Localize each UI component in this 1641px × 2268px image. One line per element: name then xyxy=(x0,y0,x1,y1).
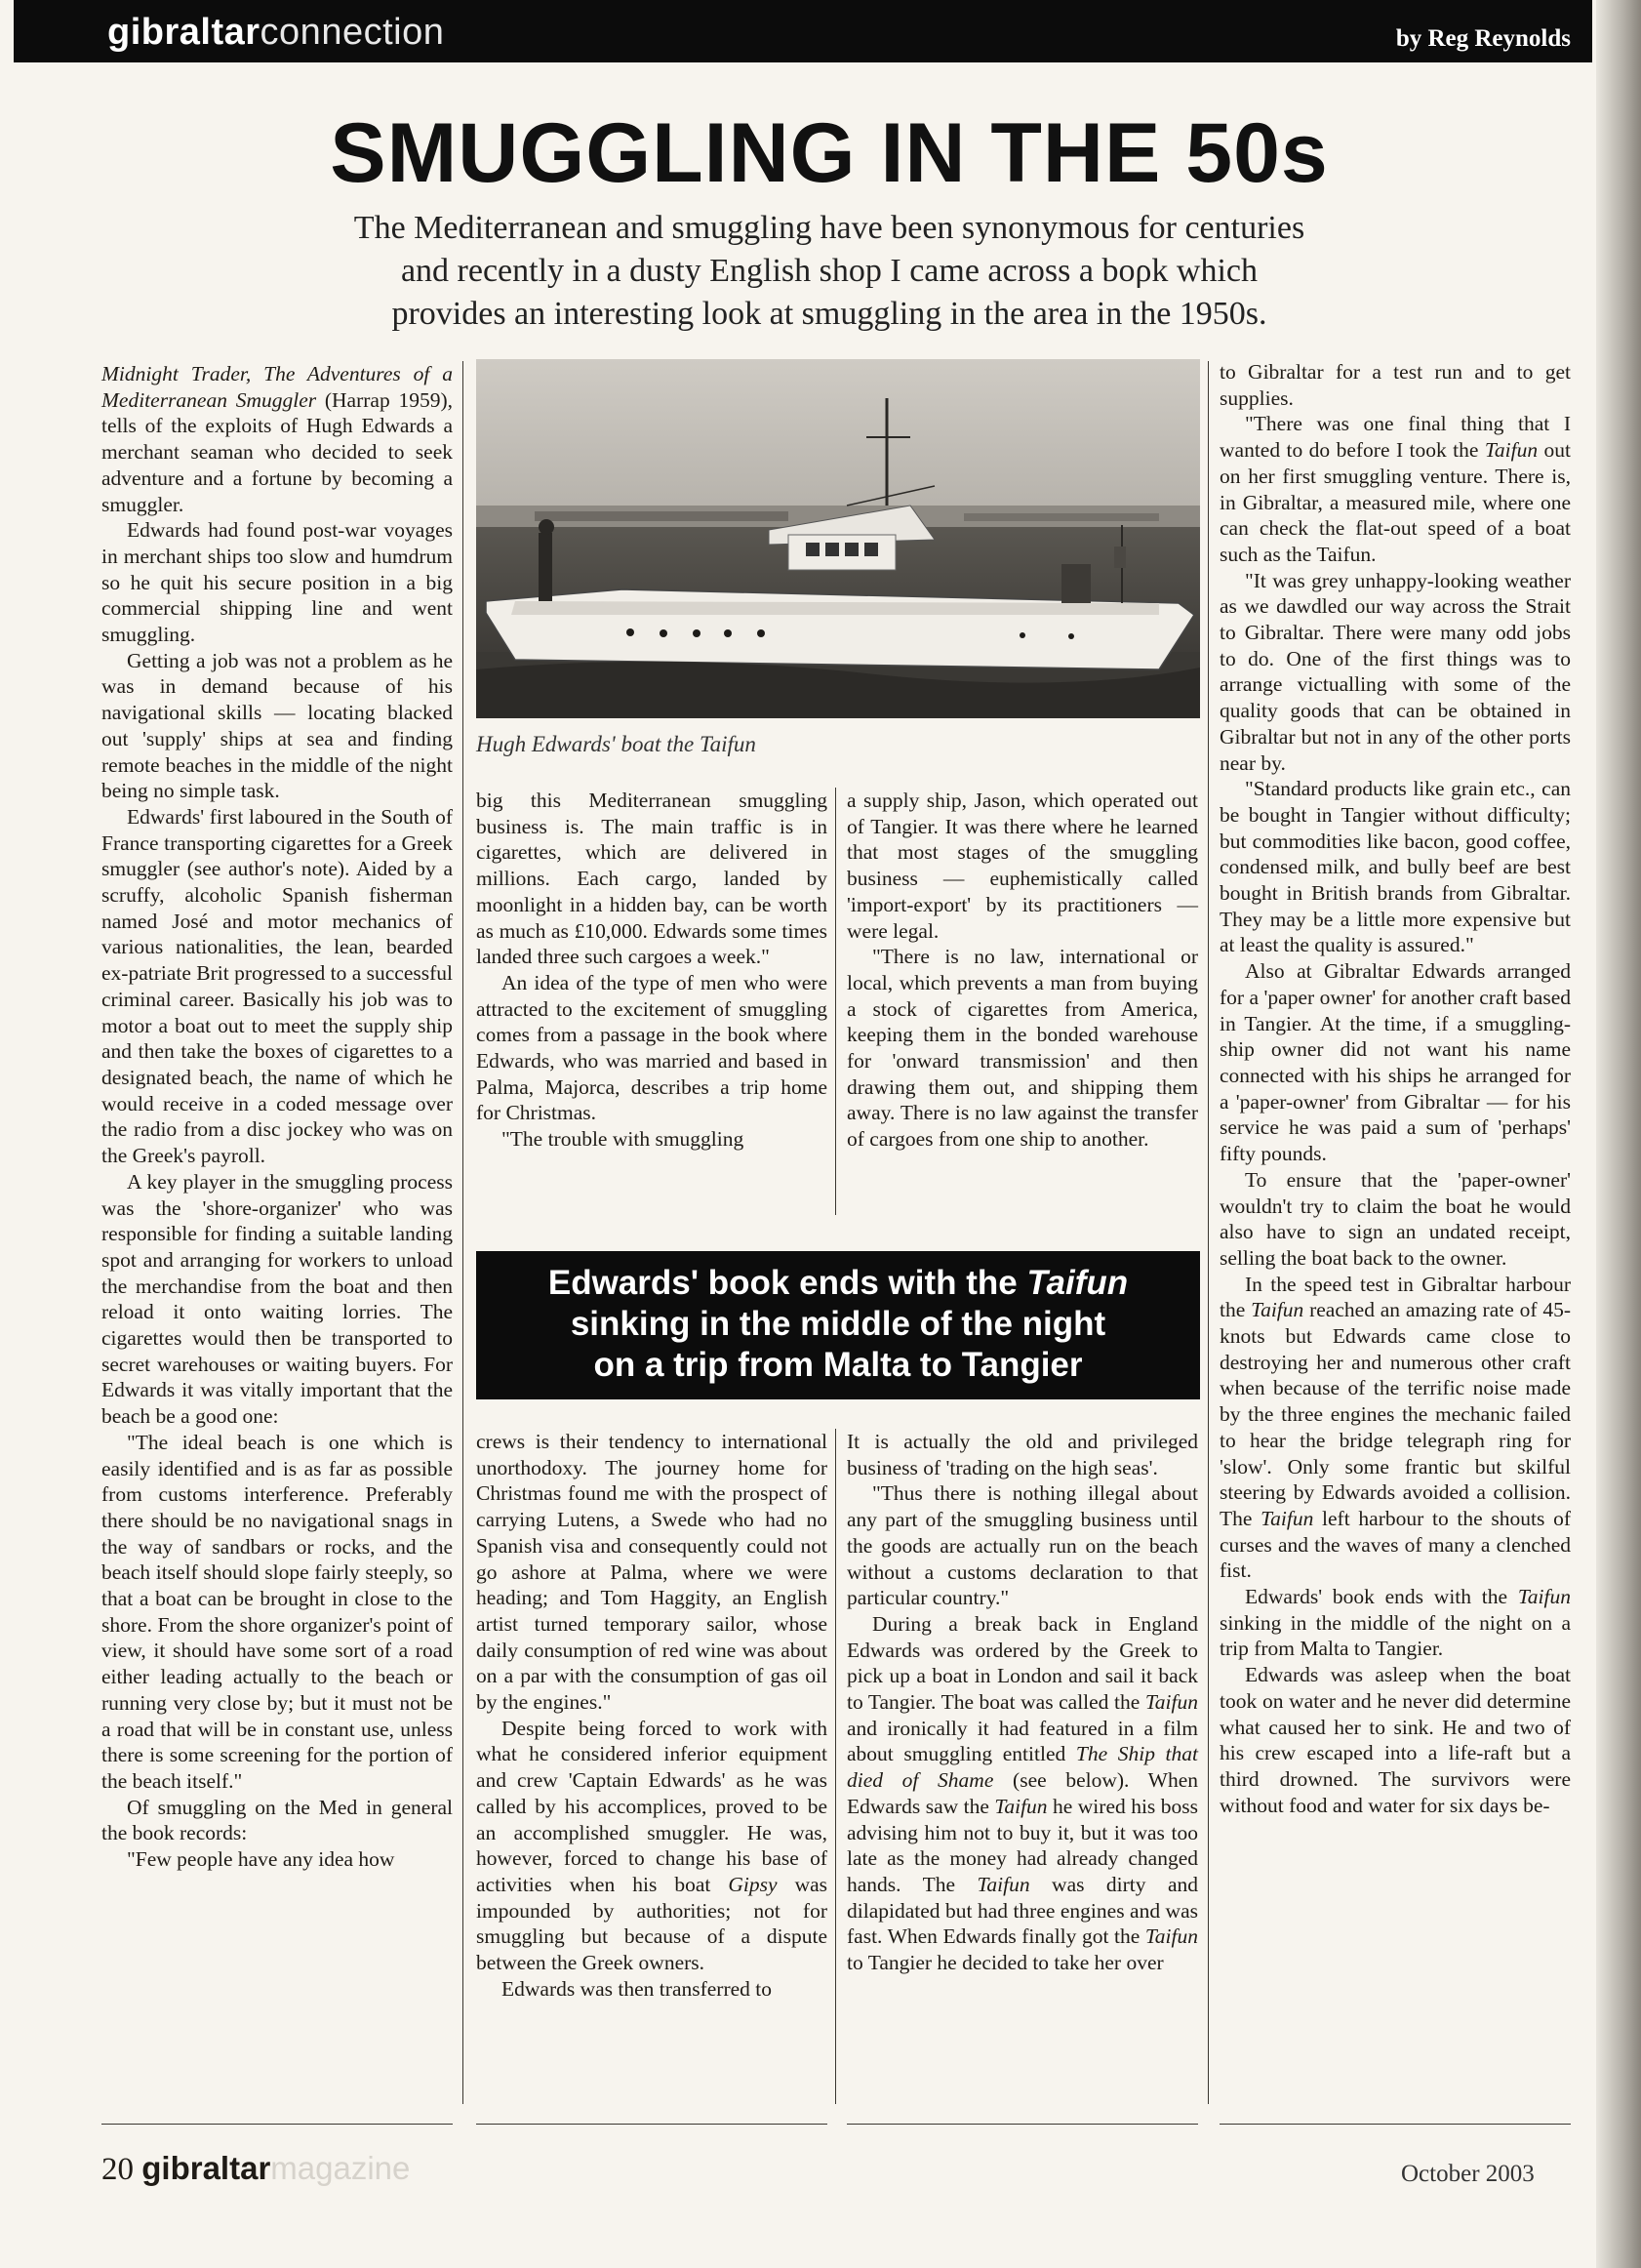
quote-paragraph: "There was one final thing that I wanted to do before I took the Taifun out on her first smuggling venture. There is, in Gibraltar, a measured mile, where one can check the flat-out speed of a boat such as the Taifun. xyxy=(1220,412,1571,566)
article-standfirst: The Mediterranean and smuggling have been synonymous for centuries and recently in a dusty English shop I came across a boρk which provides an interesting look at smuggling in the area in the 1950s. xyxy=(353,210,1305,332)
column-divider xyxy=(1208,361,1209,2104)
quote-paragraph: "It was grey unhappy-looking weather as we dawdled our way across the Strait to Gibraltar. There were many odd jobs to do. One of the first things was to arrange victualling with some of the quality goods that can be obtained in Gibraltar but not in any of the other ports near by. xyxy=(1220,568,1571,775)
paragraph: Edwards was asleep when the boat took on water and he never did determine what caused her to sink. He and two of his crew escaped into a life-raft but a third drowned. The survivors were without food and water for six days be- xyxy=(1220,1663,1571,1817)
pull-quote: Edwards' book ends with the Taifun sinking in the middle of the night on a trip from Malta to Tangier xyxy=(476,1251,1200,1399)
article-column-2-upper xyxy=(476,788,827,1153)
article-column-3-lower xyxy=(847,1429,1198,1976)
paragraph: big this Mediterranean smuggling business is. The main traffic is in cigarettes, which are delivered in millions. Each cargo, landed by moonlight in a hidden bay, can be worth as much as £10,000. Edwards some times landed three such cargoes a week." xyxy=(476,789,827,969)
paragraph: "Few people have any idea how xyxy=(127,1847,395,1872)
quote-paragraph: "Thus there is nothing illegal about any part of the smuggling business until the goods are actually run on the beach without a customs declaration to that particular country." xyxy=(847,1481,1198,1610)
page-spine-shadow xyxy=(1596,0,1641,2268)
paragraph: to Gibraltar for a test run and to get supplies. xyxy=(1220,360,1571,410)
column-divider xyxy=(835,1429,836,2104)
paragraph: Also at Gibraltar Edwards arranged for a 'paper owner' for another craft based in Tangier. At the time, if a smuggling-ship owner did not want his name connected with his ships he arranged for a 'paper-owner' from Gibraltar — for his service he was paid a sum of 'perhaps' fifty pounds. xyxy=(1220,959,1571,1166)
quote-paragraph: "There is no law, international or local, which prevents a man from buying a stock of cigarettes from America, keeping them in the bonded warehouse for 'onward transmission' and then drawing them out, and shipping them away. There is no law against the transfer of cargoes from one ship to another. xyxy=(847,945,1198,1152)
paragraph: During a break back in England Edwards was ordered by the Greek to pick up a boat in London and sail it back to Tangier. The boat was called the Taifun and ironically it had featured in a film about smuggling entitled The Ship that died of Shame (see below). When Edwards saw the Taifun he wired his boss advising him not to buy it, but it was too late as the money had already changed hands. The Taifun was dirty and dilapidated but had three engines and was fast. When Edwards finally got the Taifun to Tangier he decided to take her over xyxy=(847,1611,1199,1975)
article-column-4 xyxy=(1220,359,1571,1818)
footer-rule xyxy=(1220,2124,1571,2125)
article-column-3-upper xyxy=(847,788,1198,1153)
footer-rule xyxy=(476,2124,827,2125)
paragraph: It is actually the old and privileged business of 'trading on the high seas'. xyxy=(847,1430,1198,1479)
footer-rule xyxy=(847,2124,1198,2125)
author-byline: by Reg Reynolds xyxy=(1395,25,1571,52)
paragraph: A key player in the smuggling process was the 'shore-organizer' who was responsible for finding a suitable landing spot and arranging for workers to unload the merchandise from the boat and then reload it onto waiting lorries. The cigarettes would then be transported to secret warehouses or waiting buyers. For Edwards it was vitally important that the beach be a good one: xyxy=(101,1169,453,1429)
paragraph: Edwards' book ends with the Taifun sinking in the middle of the night on a trip from Malta to Tangier. xyxy=(1220,1585,1571,1661)
column-divider xyxy=(835,788,836,1215)
article-column-1 xyxy=(101,361,453,1873)
column-divider xyxy=(462,361,463,2104)
paragraph: In the speed test in Gibraltar harbour the Taifun reached an amazing rate of 45-knots but Edwards came close to destroying her and numerous other craft when because of the terrific noise made by the three engines the mechanic failed to hear the bridge telegraph ring for 'slow'. Only some frantic but skilful steering by Edwards avoided a collision. The Taifun left harbour to the shouts of curses and the waves of many a clenched fist. xyxy=(1220,1272,1571,1583)
footer-folio: 20 gibraltarmagazine xyxy=(101,2150,411,2187)
paragraph: Edwards was then transferred to xyxy=(501,1976,773,2001)
paragraph: Midnight Trader, The Adventures of a Mediterranean Smuggler (Harrap 1959), tells of the exploits of Hugh Edwards a merchant seaman who decided to seek adventure and a fortune by becoming a smuggler. xyxy=(101,362,453,516)
boat-photo xyxy=(476,359,1200,718)
paragraph: Edwards' first laboured in the South of France transporting cigarettes for a Greek smuggler (see author's note). Aided by a scruffy, alcoholic Spanish fisherman named José and motor mechanics of various nationalities, the lean, bearded ex-patriate Brit progressed to a successful criminal career. Basically his job was to motor a boat out to meet the supply ship and then take the boxes of cigarettes to a designated beach, the name of which he would receive in a coded message over the radio from a disc jockey who was on the Greek's payroll. xyxy=(101,804,453,1168)
footer-rule xyxy=(101,2124,453,2125)
quote-paragraph: "The ideal beach is one which is easily identified and is as far as possible from customs interference. Preferably there should be no navigational snags in the way of sandbars or rocks, and the beach itself should slope fairly steeply, so that a boat can be brought in close to the shore. From the shore organizer's point of view, it should have some sort of a road either leading actually to the beach or running very close by; but it must not be a road that will be in constant use, unless there is some screening for the portion of the beach itself." xyxy=(101,1430,453,1793)
paragraph: Edwards had found post-war voyages in merchant ships too slow and humdrum so he quit his secure position in a big commercial shipping line and went smuggling. xyxy=(101,518,453,647)
issue-date: October 2003 xyxy=(1401,2161,1535,2187)
paragraph: Despite being forced to work with what he considered inferior equipment and crew 'Captain Edwards' as he was called by his accomplices, proved to be an accomplished smuggler. He was, however, forced to change his base of activities when his boat Gipsy was impounded by authorities; not for smuggling but because of a dispute between the Greek owners. xyxy=(476,1716,828,1975)
paragraph: An idea of the type of men who were attracted to the excitement of smuggling comes from a passage in the book where Edwards, who was married and based in Palma, Majorca, describes a trip home for Christmas. xyxy=(476,970,827,1125)
article-column-2-lower xyxy=(476,1429,827,2002)
quote-paragraph: "Standard products like grain etc., can be bought in Tangier without difficulty; but commodities like bacon, good coffee, condensed milk, and bully beef are best bought in British brands from Gibraltar. They may be a little more expensive but at least the quality is assured." xyxy=(1220,777,1571,957)
paragraph: Getting a job was not a problem as he was in demand because of his navigational skills — locating blacked out 'supply' ships at sea and finding remote beaches in the middle of the night being no simple task. xyxy=(101,648,453,803)
paragraph: a supply ship, Jason, which operated out of Tangier. It was there where he learned that most stages of the smuggling business — euphemistically called 'import-export' by its practitioners — were legal. xyxy=(847,789,1198,943)
paragraph: crews is their tendency to international unorthodoxy. The journey home for Christmas found me with the prospect of carrying Lutens, a Swede who had no Spanish visa and consequently could not go ashore at Palma, where we were heading; and Tom Haggity, an English artist turned temporary sailor, whose daily consumption of red wine was about on a par with the consumption of gas oil by the engines." xyxy=(476,1430,827,1715)
photo-caption: Hugh Edwards' boat the Taifun xyxy=(476,732,756,756)
paragraph: To ensure that the 'paper-owner' wouldn't try to claim the boat he would also have to sign an undated receipt, selling the boat back to the owner. xyxy=(1220,1167,1571,1270)
section-title: gibraltarconnection xyxy=(107,12,445,53)
page-number: 20 xyxy=(101,2152,134,2187)
paragraph: "The trouble with smuggling xyxy=(501,1127,744,1152)
paragraph: Of smuggling on the Med in general the book records: xyxy=(101,1795,453,1845)
taifun-boat-image xyxy=(476,359,1200,718)
section-header-bar xyxy=(14,0,1592,62)
article-headline: SMUGGLING IN THE 50s xyxy=(330,106,1329,200)
